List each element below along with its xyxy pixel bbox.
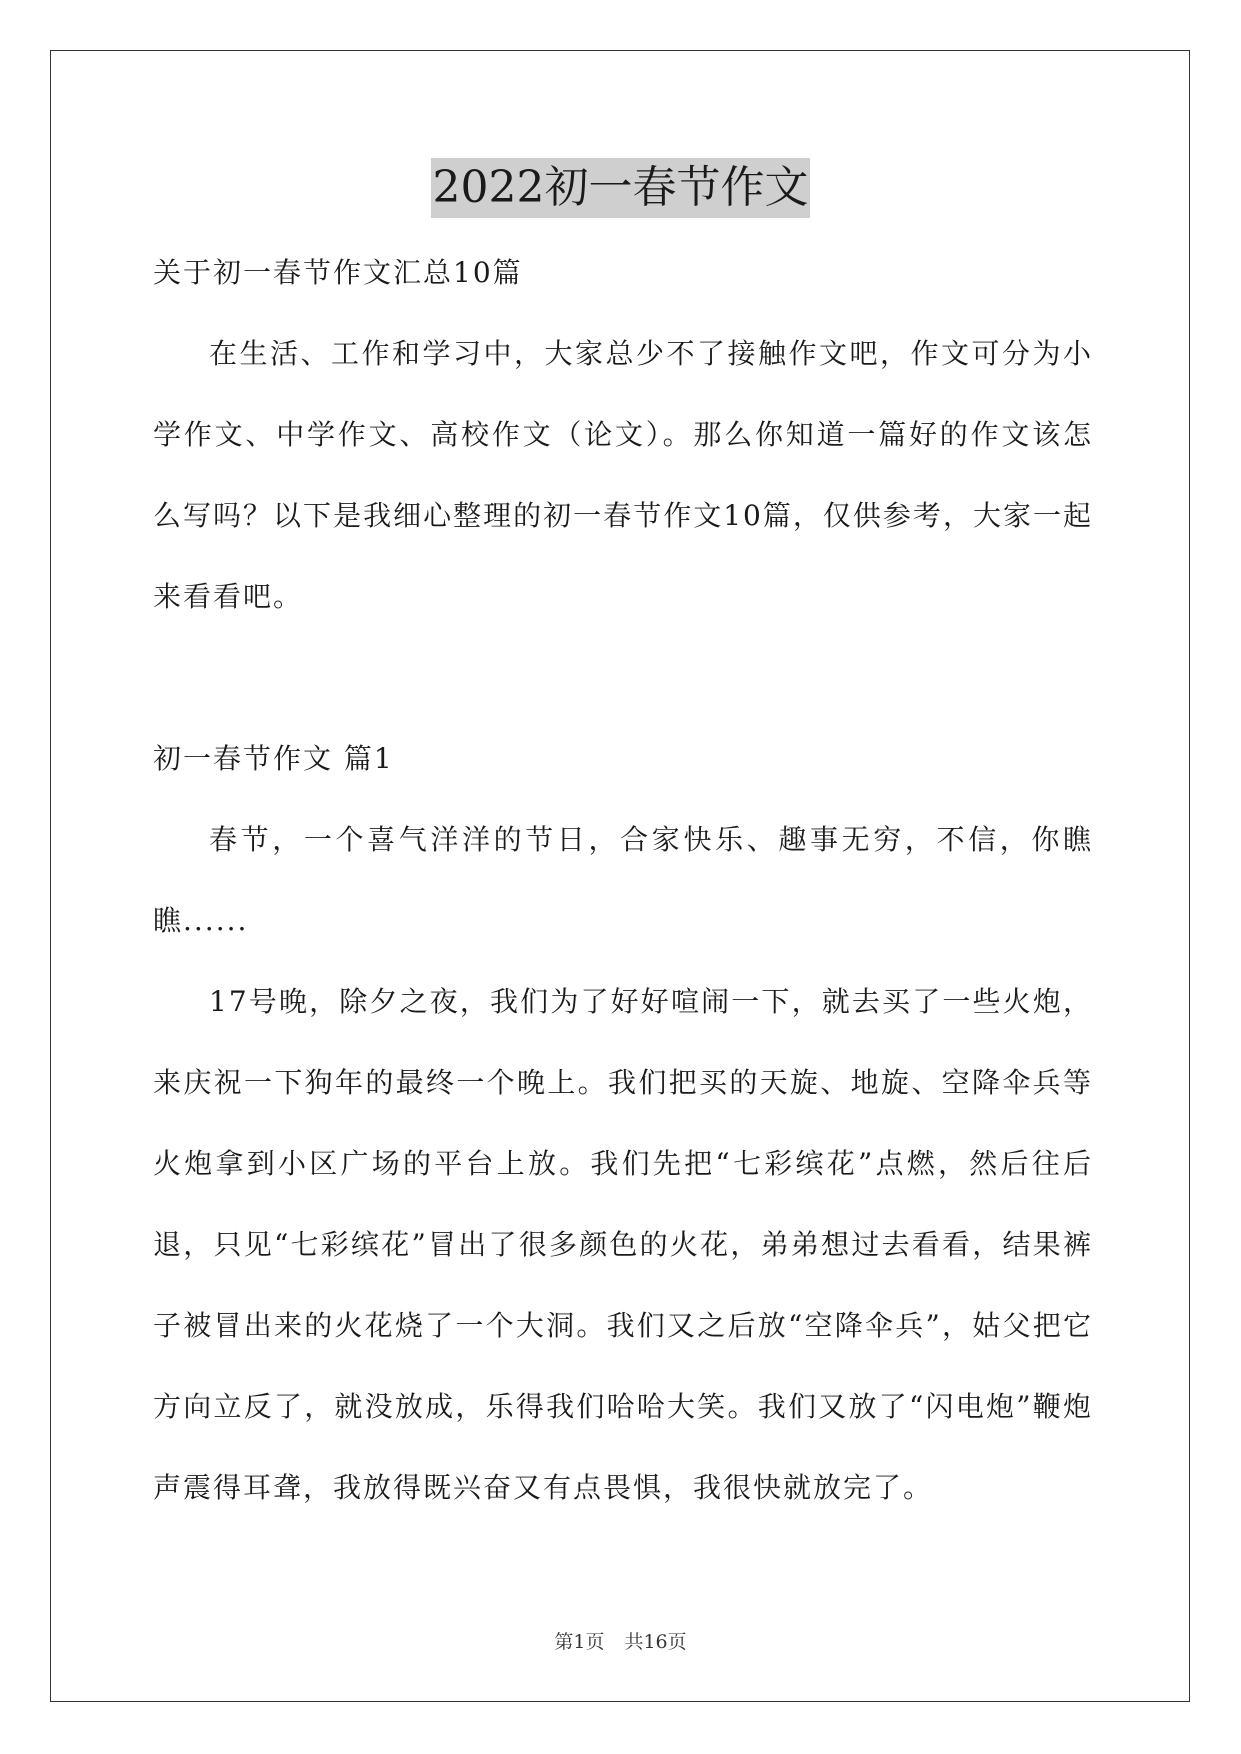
body-paragraph: 17号晚，除夕之夜，我们为了好好喧闹一下，就去买了一些火炮，来庆祝一下狗年的最终一个晚上。我们把买的天旋、地旋、空降伞兵等火炮拿到小区广场的平台上放。我们先把“七彩缤花”点燃，然后往后退，只见“七彩缤花”冒出了很多颜色的火花，弟弟想过去看看，结果裤子被冒出来的火花烧了一个大洞。我们又之后放“空降伞兵”，姑父把它方向立反了，就没放成，乐得我们哈哈大笑。我们又放了“闪电炮”鞭炮声震得耳聋，我放得既兴奋又有点畏惧，我很快就放完了。 bbox=[153, 985, 1093, 1504]
title-container bbox=[0, 158, 1241, 218]
intro-paragraph: 在生活、工作和学习中，大家总少不了接触作文吧，作文可分为小学作文、中学作文、高校作文（论文）。那么你知道一篇好的作文该怎么写吗？以下是我细心整理的初一春节作文10篇，仅供参考，大家一起来看看吧。 bbox=[153, 337, 1093, 613]
page-footer bbox=[0, 1627, 1241, 1654]
document-title: 2022初一春节作文 bbox=[431, 158, 811, 218]
document-subtitle: 关于初一春节作文汇总10篇 bbox=[153, 256, 523, 289]
body-paragraph: 春节，一个喜气洋洋的节日，合家快乐、趣事无穷，不信，你瞧瞧...... bbox=[153, 823, 1093, 937]
section-heading: 初一春节作文 篇1 bbox=[153, 742, 394, 775]
page-number-current: 第1页 bbox=[554, 1631, 605, 1653]
section-spacer bbox=[153, 637, 1093, 718]
document-body bbox=[153, 232, 1093, 1528]
page-number-total: 共16页 bbox=[624, 1631, 687, 1653]
